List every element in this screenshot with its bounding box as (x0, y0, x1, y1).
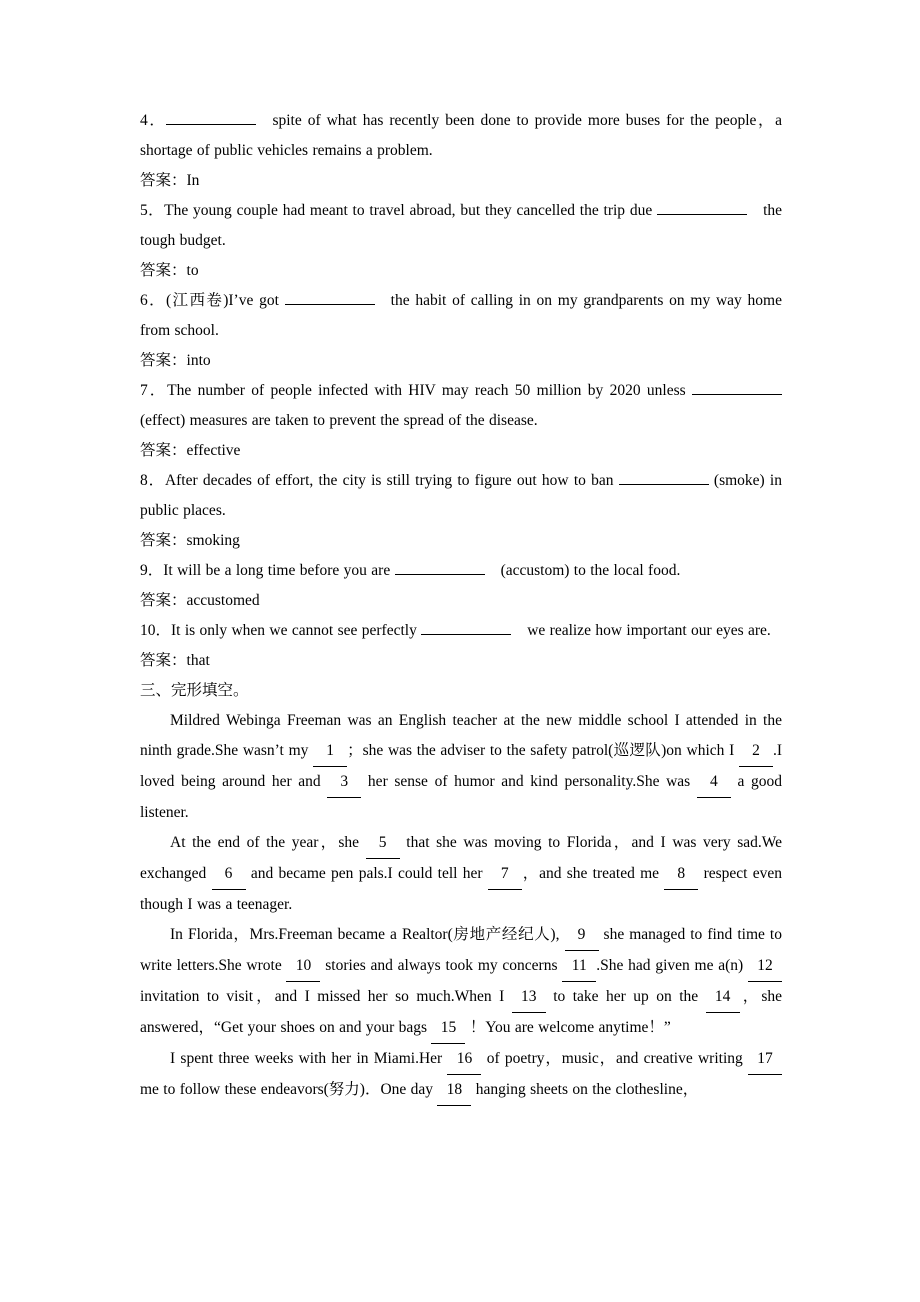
text-run: her sense of humor and kind personality.She was (361, 773, 697, 790)
text-run: (effect) measures are taken to prevent the spread of the disease. (140, 412, 538, 429)
text-run: ；she was the adviser to the safety patrol(巡逻队)on which I (347, 742, 739, 759)
answer-label: 答案： (140, 262, 187, 279)
tab-space (511, 634, 527, 635)
question-paragraph (140, 196, 782, 256)
question-paragraph (140, 286, 782, 346)
question-paragraph (140, 556, 782, 586)
blank-field (657, 202, 747, 215)
cloze-blank: 8 (664, 859, 698, 890)
cloze-blank: 15 (431, 1013, 465, 1044)
cloze-paragraph (140, 1044, 782, 1106)
cloze-blank: 11 (562, 951, 596, 982)
answer-label: 答案： (140, 652, 187, 669)
tab-space (256, 124, 272, 125)
answer-value: into (186, 352, 211, 369)
tab-space (747, 214, 763, 215)
text-run: ，and she treated me (521, 865, 665, 882)
text-run: invitation to visit，and I missed her so much.When I (140, 988, 512, 1005)
blank-field (166, 112, 256, 125)
text-run: she managed to find time to write letters.She wrote (140, 926, 782, 974)
text-run: 9．It will be a long time before you are (140, 562, 395, 579)
text-run: ！You are welcome anytime！” (465, 1019, 671, 1036)
question-paragraph (140, 106, 782, 166)
text-run: we realize how important our eyes are. (527, 622, 771, 639)
answer-value: that (186, 652, 210, 669)
cloze-blank: 3 (327, 767, 361, 798)
text-run: In Florida，Mrs.Freeman became a Realtor(房地产经纪人), (170, 926, 565, 943)
text-run: 6．(江西卷)I’ve got (140, 292, 285, 309)
tab-space (485, 574, 501, 575)
text-run: 4． (140, 112, 167, 129)
answer-label: 答案： (140, 352, 187, 369)
text-run: a good listener. (140, 773, 783, 821)
answer-value: In (186, 172, 200, 189)
answer-line (140, 526, 782, 556)
section-title: 三、完形填空。 (140, 682, 249, 699)
cloze-blank: 2 (739, 736, 773, 767)
cloze-paragraph (140, 828, 782, 920)
cloze-blank: 12 (748, 951, 782, 982)
cloze-blank: 18 (437, 1075, 471, 1106)
cloze-blank: 6 (212, 859, 246, 890)
text-run: the habit of calling in on my grandparents on my way home from school. (140, 292, 782, 339)
question-paragraph (140, 616, 782, 646)
text-run: hanging sheets on the clothesline， (471, 1081, 699, 1098)
answer-line (140, 436, 782, 466)
text-run: I spent three weeks with her in Miami.Her (170, 1050, 448, 1067)
cloze-blank: 14 (706, 982, 740, 1013)
blank-field (619, 472, 709, 485)
answer-line (140, 586, 782, 616)
cloze-blank: 10 (286, 951, 320, 982)
text-run: to take her up on the (545, 988, 706, 1005)
cloze-blank: 9 (565, 920, 599, 951)
text-run: 5．The young couple had meant to travel abroad, but they cancelled the trip due (140, 202, 658, 219)
blank-field (692, 382, 782, 395)
text-run: stories and always took my concerns (320, 957, 563, 974)
text-run: 10．It is only when we cannot see perfectly (140, 622, 422, 639)
blank-field (421, 622, 511, 635)
text-run: Mildred Webinga Freeman was an English teacher at the new middle school I attended in the ninth grade.She wasn’t my (140, 712, 782, 759)
answer-value: to (186, 262, 199, 279)
text-run: At the end of the year，she (170, 834, 366, 851)
answer-line (140, 256, 782, 286)
text-run: respect even though I was a teenager. (140, 865, 782, 913)
cloze-blank: 16 (447, 1044, 481, 1075)
tab-space (375, 304, 391, 305)
text-run: ，she answered，“Get your shoes on and your bags (140, 988, 782, 1036)
answer-value: effective (186, 442, 241, 459)
text-run: the tough budget. (140, 202, 782, 249)
blank-field (285, 292, 375, 305)
text-run: .She had given me a(n) (596, 957, 748, 974)
cloze-blank: 7 (488, 859, 522, 890)
text-run: and became pen pals.I could tell her (245, 865, 488, 882)
question-paragraph (140, 466, 782, 526)
answer-line (140, 166, 782, 196)
blank-field (395, 562, 485, 575)
cloze-blank: 4 (697, 767, 731, 798)
cloze-paragraph (140, 706, 782, 828)
text-run: spite of what has recently been done to provide more buses for the people，a shortage of public vehicles remains a problem. (140, 112, 782, 159)
cloze-blank: 5 (366, 828, 400, 859)
cloze-blank: 17 (748, 1044, 782, 1075)
text-run: (accustom) to the local food. (500, 562, 681, 579)
answer-label: 答案： (140, 532, 187, 549)
cloze-blank: 1 (313, 736, 347, 767)
question-paragraph (140, 376, 782, 436)
text-run: me to follow these endeavors(努力)．One day (140, 1081, 438, 1098)
answer-value: accustomed (186, 592, 260, 609)
answer-line (140, 646, 782, 676)
text-run: (smoke) in public places. (140, 472, 782, 519)
cloze-blank: 13 (512, 982, 546, 1013)
text-run: 8．After decades of effort, the city is still trying to figure out how to ban (140, 472, 619, 489)
text-run: 7．The number of people infected with HIV may reach 50 million by 2020 unless (140, 382, 692, 399)
cloze-paragraph (140, 920, 782, 1044)
text-run: that she was moving to Florida，and I was very sad.We exchanged (140, 834, 782, 882)
answer-label: 答案： (140, 592, 187, 609)
text-run: .I loved being around her and (140, 742, 783, 790)
section-heading (140, 676, 782, 706)
text-run: of poetry，music，and creative writing (481, 1050, 749, 1067)
answer-label: 答案： (140, 172, 187, 189)
answer-value: smoking (186, 532, 240, 549)
answer-line (140, 346, 782, 376)
answer-label: 答案： (140, 442, 187, 459)
